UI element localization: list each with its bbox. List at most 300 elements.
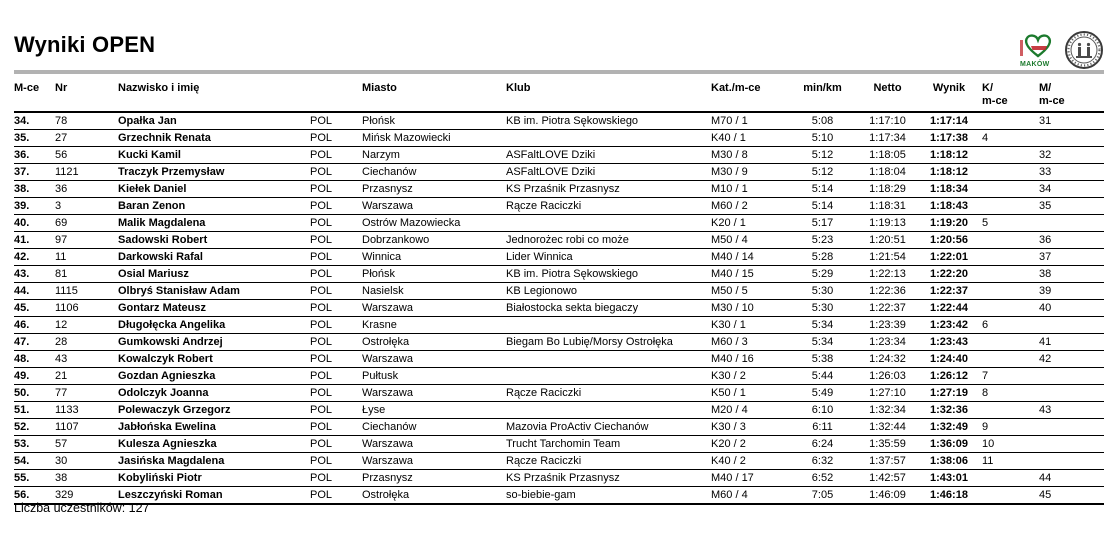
cell-bib: 27 <box>55 130 118 147</box>
cell-city: Przasnysz <box>362 470 506 487</box>
table-row <box>14 334 1104 351</box>
cell-m <box>1035 436 1104 453</box>
cell-club: ASFaltLOVE Dziki <box>506 147 711 164</box>
cell-result: 1:17:14 <box>920 112 978 130</box>
cell-city: Ciechanów <box>362 164 506 181</box>
cell-city: Płońsk <box>362 266 506 283</box>
cell-result: 1:36:09 <box>920 436 978 453</box>
cell-pace: 5:14 <box>790 181 855 198</box>
cell-city: Warszawa <box>362 436 506 453</box>
cell-cat: M50 / 5 <box>711 283 790 300</box>
cell-m: 43 <box>1035 402 1104 419</box>
cell-pace: 6:52 <box>790 470 855 487</box>
cell-place: 47. <box>14 334 55 351</box>
cell-bib: 56 <box>55 147 118 164</box>
cell-place: 37. <box>14 164 55 181</box>
cell-k <box>978 402 1035 419</box>
cell-place: 55. <box>14 470 55 487</box>
cell-name: Kucki Kamil <box>118 147 310 164</box>
cell-pace: 5:49 <box>790 385 855 402</box>
cell-result: 1:20:56 <box>920 232 978 249</box>
cell-name: Jasińska Magdalena <box>118 453 310 470</box>
cell-result: 1:17:38 <box>920 130 978 147</box>
participant-count: Liczba uczestników: 127 <box>14 501 150 515</box>
cell-place: 39. <box>14 198 55 215</box>
cell-bib: 81 <box>55 266 118 283</box>
header-pace: min/km <box>790 76 855 112</box>
cell-pace: 5:30 <box>790 300 855 317</box>
cell-net: 1:18:31 <box>855 198 920 215</box>
cell-k: 4 <box>978 130 1035 147</box>
cell-place: 51. <box>14 402 55 419</box>
cell-club: Rącze Raciczki <box>506 453 711 470</box>
cell-club <box>506 317 711 334</box>
cell-name: Kiełek Daniel <box>118 181 310 198</box>
cell-name: Polewaczyk Grzegorz <box>118 402 310 419</box>
header-m-line1: M/ <box>1039 82 1052 94</box>
cell-cat: M40 / 15 <box>711 266 790 283</box>
cell-m: 31 <box>1035 112 1104 130</box>
cell-club: KB im. Piotra Sękowskiego <box>506 266 711 283</box>
cell-club: KS Przaśnik Przasnysz <box>506 181 711 198</box>
cell-name: Baran Zenon <box>118 198 310 215</box>
cell-m: 37 <box>1035 249 1104 266</box>
cell-result: 1:43:01 <box>920 470 978 487</box>
cell-result: 1:27:19 <box>920 385 978 402</box>
cell-country: POL <box>310 198 362 215</box>
cell-result: 1:32:49 <box>920 419 978 436</box>
cell-place: 35. <box>14 130 55 147</box>
cell-pace: 6:10 <box>790 402 855 419</box>
header-category: Kat./m-ce <box>711 76 790 112</box>
cell-country: POL <box>310 419 362 436</box>
cell-club: Jednorożec robi co może <box>506 232 711 249</box>
header-m-place <box>1035 76 1104 112</box>
cell-result: 1:23:43 <box>920 334 978 351</box>
cell-country: POL <box>310 215 362 232</box>
cell-result: 1:26:12 <box>920 368 978 385</box>
cell-country: POL <box>310 351 362 368</box>
cell-place: 36. <box>14 147 55 164</box>
cell-result: 1:22:37 <box>920 283 978 300</box>
cell-cat: M50 / 4 <box>711 232 790 249</box>
cell-net: 1:21:54 <box>855 249 920 266</box>
cell-bib: 78 <box>55 112 118 130</box>
cell-city: Przasnysz <box>362 181 506 198</box>
cell-club <box>506 130 711 147</box>
cell-country: POL <box>310 402 362 419</box>
cell-place: 38. <box>14 181 55 198</box>
cell-pace: 5:23 <box>790 232 855 249</box>
cell-city: Winnica <box>362 249 506 266</box>
cell-result: 1:18:12 <box>920 147 978 164</box>
cell-m <box>1035 317 1104 334</box>
cell-m <box>1035 385 1104 402</box>
cell-result: 1:18:43 <box>920 198 978 215</box>
cell-cat: K30 / 3 <box>711 419 790 436</box>
cell-k <box>978 351 1035 368</box>
cell-bib: 77 <box>55 385 118 402</box>
cell-country: POL <box>310 487 362 505</box>
cell-bib: 38 <box>55 470 118 487</box>
header-place: M-ce <box>14 76 55 112</box>
cell-net: 1:32:44 <box>855 419 920 436</box>
cell-cat: M40 / 16 <box>711 351 790 368</box>
cell-country: POL <box>310 470 362 487</box>
cell-cat: M30 / 9 <box>711 164 790 181</box>
cell-country: POL <box>310 317 362 334</box>
cell-net: 1:18:04 <box>855 164 920 181</box>
cell-bib: 69 <box>55 215 118 232</box>
cell-place: 43. <box>14 266 55 283</box>
cell-club: KB Legionowo <box>506 283 711 300</box>
cell-result: 1:19:20 <box>920 215 978 232</box>
cell-city: Dobrzankowo <box>362 232 506 249</box>
cell-result: 1:38:06 <box>920 453 978 470</box>
cell-city: Ostrów Mazowiecka <box>362 215 506 232</box>
cell-net: 1:42:57 <box>855 470 920 487</box>
cell-net: 1:32:34 <box>855 402 920 419</box>
cell-k <box>978 232 1035 249</box>
cell-cat: M30 / 10 <box>711 300 790 317</box>
cell-club <box>506 351 711 368</box>
cell-city: Warszawa <box>362 198 506 215</box>
cell-club: KB im. Piotra Sękowskiego <box>506 112 711 130</box>
cell-city: Płońsk <box>362 112 506 130</box>
cell-net: 1:23:39 <box>855 317 920 334</box>
cell-club: Lider Winnica <box>506 249 711 266</box>
cell-name: Kobyliński Piotr <box>118 470 310 487</box>
cell-cat: K50 / 1 <box>711 385 790 402</box>
cell-name: Sadowski Robert <box>118 232 310 249</box>
header-logos <box>1017 30 1104 70</box>
cell-place: 48. <box>14 351 55 368</box>
cell-result: 1:18:12 <box>920 164 978 181</box>
cell-m: 41 <box>1035 334 1104 351</box>
cell-place: 54. <box>14 453 55 470</box>
table-row <box>14 453 1104 470</box>
header-city: Miasto <box>362 76 506 112</box>
cell-city: Mińsk Mazowiecki <box>362 130 506 147</box>
cell-city: Krasne <box>362 317 506 334</box>
cell-club: so-biebie-gam <box>506 487 711 505</box>
table-row <box>14 198 1104 215</box>
cell-bib: 1133 <box>55 402 118 419</box>
cell-k <box>978 181 1035 198</box>
cell-pace: 5:44 <box>790 368 855 385</box>
cell-m: 40 <box>1035 300 1104 317</box>
makow-foundation-logo <box>1017 30 1057 70</box>
cell-place: 46. <box>14 317 55 334</box>
cell-city: Łyse <box>362 402 506 419</box>
cell-k: 10 <box>978 436 1035 453</box>
cell-k <box>978 266 1035 283</box>
header-net: Netto <box>855 76 920 112</box>
cell-place: 56. <box>14 487 55 505</box>
cell-name: Grzechnik Renata <box>118 130 310 147</box>
cell-city: Nasielsk <box>362 283 506 300</box>
cell-pace: 5:34 <box>790 334 855 351</box>
cell-cat: K40 / 1 <box>711 130 790 147</box>
cell-name: Olbryś Stanisław Adam <box>118 283 310 300</box>
cell-club <box>506 402 711 419</box>
cell-name: Gozdan Agnieszka <box>118 368 310 385</box>
cell-name: Gontarz Mateusz <box>118 300 310 317</box>
cell-city: Ciechanów <box>362 419 506 436</box>
cell-m: 35 <box>1035 198 1104 215</box>
header-m-line2: m-ce <box>1039 95 1065 107</box>
header-k-line1: K/ <box>982 82 993 94</box>
table-row <box>14 300 1104 317</box>
cell-result: 1:32:36 <box>920 402 978 419</box>
cell-net: 1:18:05 <box>855 147 920 164</box>
table-header <box>14 76 1104 112</box>
cell-name: Gumkowski Andrzej <box>118 334 310 351</box>
cell-net: 1:19:13 <box>855 215 920 232</box>
cell-net: 1:23:34 <box>855 334 920 351</box>
cell-k <box>978 334 1035 351</box>
makow-logo-label: MAKÓW <box>1020 61 1050 68</box>
cell-name: Długołęcka Angelika <box>118 317 310 334</box>
cell-name: Odolczyk Joanna <box>118 385 310 402</box>
cell-bib: 97 <box>55 232 118 249</box>
header-result: Wynik <box>920 76 978 112</box>
cell-cat: M60 / 2 <box>711 198 790 215</box>
cell-m: 32 <box>1035 147 1104 164</box>
cell-result: 1:22:44 <box>920 300 978 317</box>
cell-k <box>978 164 1035 181</box>
cell-pace: 5:12 <box>790 164 855 181</box>
results-body <box>14 112 1104 504</box>
cell-country: POL <box>310 147 362 164</box>
cell-result: 1:22:20 <box>920 266 978 283</box>
header-k-place <box>978 76 1035 112</box>
cell-k <box>978 487 1035 505</box>
cell-country: POL <box>310 232 362 249</box>
cell-cat: M70 / 1 <box>711 112 790 130</box>
cell-place: 50. <box>14 385 55 402</box>
cell-country: POL <box>310 164 362 181</box>
cell-pace: 5:10 <box>790 130 855 147</box>
cell-result: 1:18:34 <box>920 181 978 198</box>
cell-net: 1:17:10 <box>855 112 920 130</box>
cell-country: POL <box>310 436 362 453</box>
cell-pace: 5:08 <box>790 112 855 130</box>
cell-bib: 1121 <box>55 164 118 181</box>
cell-net: 1:26:03 <box>855 368 920 385</box>
city-seal-logo <box>1064 30 1104 70</box>
cell-club <box>506 215 711 232</box>
cell-net: 1:22:36 <box>855 283 920 300</box>
table-row <box>14 317 1104 334</box>
cell-m <box>1035 130 1104 147</box>
cell-city: Pułtusk <box>362 368 506 385</box>
cell-m <box>1035 215 1104 232</box>
cell-cat: K30 / 2 <box>711 368 790 385</box>
table-row <box>14 419 1104 436</box>
cell-pace: 5:34 <box>790 317 855 334</box>
cell-cat: K20 / 1 <box>711 215 790 232</box>
cell-k <box>978 283 1035 300</box>
cell-bib: 3 <box>55 198 118 215</box>
cell-k: 7 <box>978 368 1035 385</box>
cell-name: Darkowski Rafal <box>118 249 310 266</box>
cell-club: Rącze Raciczki <box>506 385 711 402</box>
cell-pace: 5:29 <box>790 266 855 283</box>
cell-net: 1:17:34 <box>855 130 920 147</box>
table-row <box>14 487 1104 505</box>
cell-k: 9 <box>978 419 1035 436</box>
cell-net: 1:22:37 <box>855 300 920 317</box>
cell-club: Rącze Raciczki <box>506 198 711 215</box>
table-row <box>14 402 1104 419</box>
cell-cat: M40 / 14 <box>711 249 790 266</box>
header-name: Nazwisko i imię <box>118 76 310 112</box>
cell-pace: 5:30 <box>790 283 855 300</box>
table-row <box>14 130 1104 147</box>
cell-m: 44 <box>1035 470 1104 487</box>
cell-pace: 5:17 <box>790 215 855 232</box>
cell-k <box>978 470 1035 487</box>
cell-country: POL <box>310 283 362 300</box>
cell-name: Leszczyński Roman <box>118 487 310 505</box>
cell-name: Traczyk Przemysław <box>118 164 310 181</box>
cell-country: POL <box>310 112 362 130</box>
cell-bib: 1106 <box>55 300 118 317</box>
cell-place: 41. <box>14 232 55 249</box>
cell-city: Warszawa <box>362 385 506 402</box>
cell-club: Biegam Bo Lubię/Morsy Ostrołęka <box>506 334 711 351</box>
cell-k <box>978 112 1035 130</box>
cell-country: POL <box>310 266 362 283</box>
cell-pace: 6:24 <box>790 436 855 453</box>
cell-m: 36 <box>1035 232 1104 249</box>
cell-place: 34. <box>14 112 55 130</box>
table-row <box>14 368 1104 385</box>
cell-bib: 43 <box>55 351 118 368</box>
cell-bib: 21 <box>55 368 118 385</box>
cell-country: POL <box>310 300 362 317</box>
table-row <box>14 147 1104 164</box>
cell-net: 1:35:59 <box>855 436 920 453</box>
table-row <box>14 112 1104 130</box>
header-club: Klub <box>506 76 711 112</box>
cell-place: 53. <box>14 436 55 453</box>
cell-net: 1:24:32 <box>855 351 920 368</box>
cell-net: 1:37:57 <box>855 453 920 470</box>
cell-city: Ostrołęka <box>362 334 506 351</box>
cell-name: Jabłońska Ewelina <box>118 419 310 436</box>
cell-cat: M30 / 8 <box>711 147 790 164</box>
cell-bib: 329 <box>55 487 118 505</box>
cell-bib: 11 <box>55 249 118 266</box>
cell-m: 34 <box>1035 181 1104 198</box>
cell-m <box>1035 368 1104 385</box>
cell-k <box>978 147 1035 164</box>
cell-cat: M40 / 17 <box>711 470 790 487</box>
cell-k <box>978 249 1035 266</box>
cell-m <box>1035 419 1104 436</box>
cell-name: Kowalczyk Robert <box>118 351 310 368</box>
cell-club: KS Przaśnik Przasnysz <box>506 470 711 487</box>
cell-m: 39 <box>1035 283 1104 300</box>
header-bib: Nr <box>55 76 118 112</box>
cell-name: Malik Magdalena <box>118 215 310 232</box>
cell-m: 42 <box>1035 351 1104 368</box>
cell-bib: 1107 <box>55 419 118 436</box>
header-country <box>310 76 362 112</box>
cell-cat: K30 / 1 <box>711 317 790 334</box>
cell-cat: M20 / 4 <box>711 402 790 419</box>
cell-cat: M60 / 3 <box>711 334 790 351</box>
cell-net: 1:27:10 <box>855 385 920 402</box>
cell-place: 40. <box>14 215 55 232</box>
cell-bib: 36 <box>55 181 118 198</box>
cell-k: 8 <box>978 385 1035 402</box>
cell-cat: M60 / 4 <box>711 487 790 505</box>
cell-city: Warszawa <box>362 300 506 317</box>
cell-result: 1:22:01 <box>920 249 978 266</box>
cell-result: 1:23:42 <box>920 317 978 334</box>
cell-place: 42. <box>14 249 55 266</box>
page-title: Wyniki OPEN <box>14 32 156 57</box>
cell-country: POL <box>310 181 362 198</box>
cell-city: Narzym <box>362 147 506 164</box>
table-row <box>14 249 1104 266</box>
cell-result: 1:46:18 <box>920 487 978 505</box>
cell-m <box>1035 453 1104 470</box>
cell-pace: 5:12 <box>790 147 855 164</box>
cell-country: POL <box>310 130 362 147</box>
table-row <box>14 215 1104 232</box>
cell-club: Białostocka sekta biegaczy <box>506 300 711 317</box>
table-row <box>14 351 1104 368</box>
cell-k <box>978 300 1035 317</box>
cell-m: 38 <box>1035 266 1104 283</box>
table-row <box>14 470 1104 487</box>
cell-m: 33 <box>1035 164 1104 181</box>
cell-net: 1:22:13 <box>855 266 920 283</box>
cell-club: Trucht Tarchomin Team <box>506 436 711 453</box>
cell-country: POL <box>310 334 362 351</box>
cell-place: 44. <box>14 283 55 300</box>
cell-country: POL <box>310 249 362 266</box>
cell-cat: K40 / 2 <box>711 453 790 470</box>
cell-cat: K20 / 2 <box>711 436 790 453</box>
cell-club: Mazovia ProActiv Ciechanów <box>506 419 711 436</box>
cell-name: Kulesza Agnieszka <box>118 436 310 453</box>
table-row <box>14 283 1104 300</box>
table-row <box>14 436 1104 453</box>
cell-country: POL <box>310 368 362 385</box>
table-row <box>14 181 1104 198</box>
cell-k: 6 <box>978 317 1035 334</box>
table-row <box>14 266 1104 283</box>
cell-place: 52. <box>14 419 55 436</box>
cell-k <box>978 198 1035 215</box>
cell-name: Osial Mariusz <box>118 266 310 283</box>
table-row <box>14 385 1104 402</box>
table-row <box>14 164 1104 181</box>
cell-place: 45. <box>14 300 55 317</box>
cell-bib: 30 <box>55 453 118 470</box>
cell-pace: 6:11 <box>790 419 855 436</box>
cell-pace: 6:32 <box>790 453 855 470</box>
results-table <box>14 76 1104 505</box>
cell-club <box>506 368 711 385</box>
cell-bib: 1115 <box>55 283 118 300</box>
cell-city: Warszawa <box>362 351 506 368</box>
